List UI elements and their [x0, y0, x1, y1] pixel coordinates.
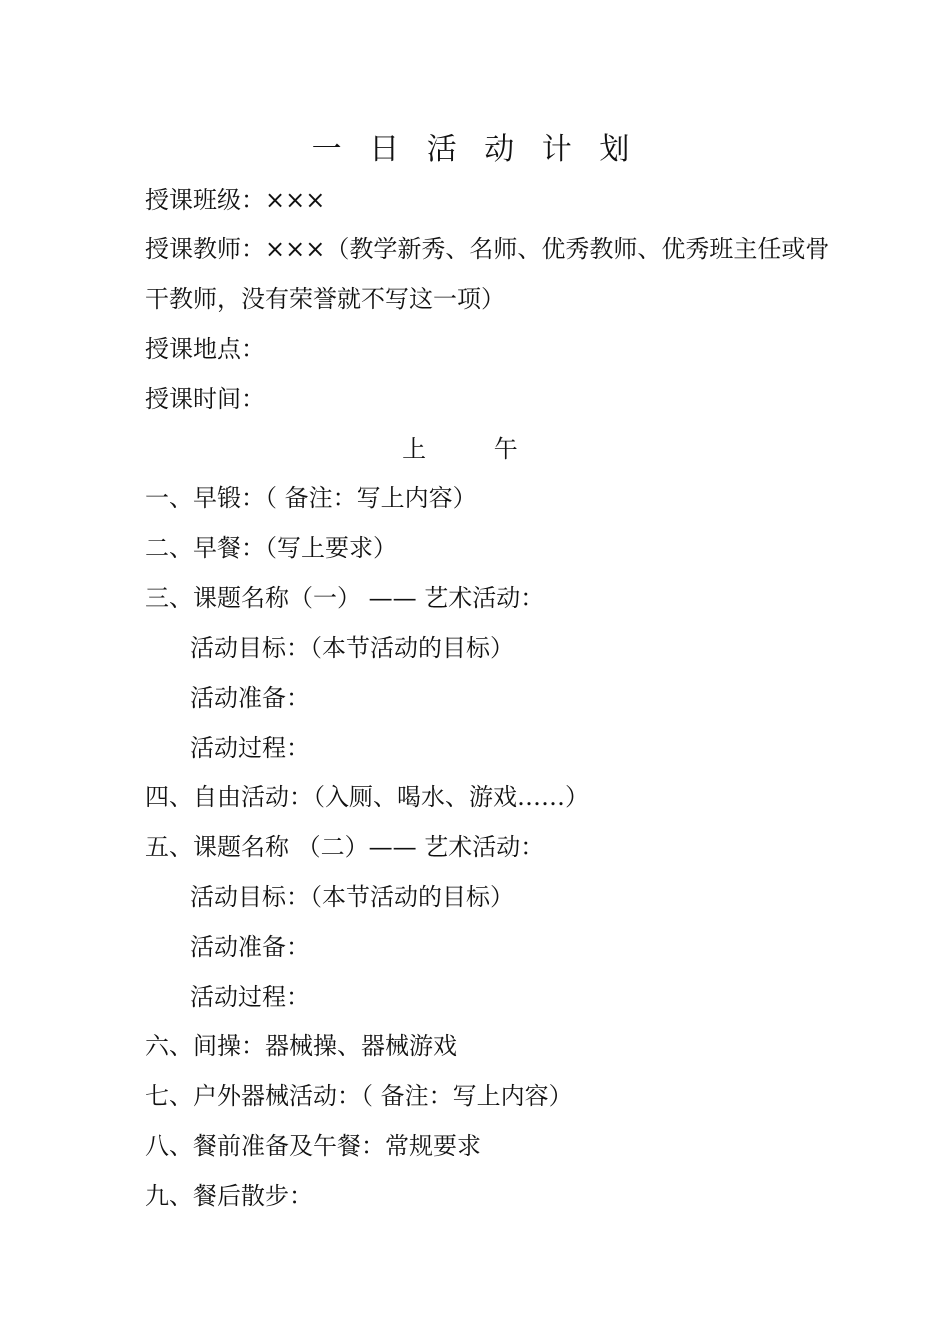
class-info: 授课班级：×××	[145, 186, 326, 214]
list-item: 六、间操：器械操、器械游戏	[145, 1032, 457, 1060]
list-item: 活动过程：	[190, 734, 310, 762]
document-title: 一 日 活 动 计 划	[311, 132, 639, 167]
list-item: 活动目标：（本节活动的目标）	[190, 883, 514, 911]
list-item: 活动目标：（本节活动的目标）	[190, 634, 514, 662]
list-item: 二、早餐：（写上要求）	[145, 534, 397, 562]
time-info: 授课时间：	[145, 385, 265, 413]
teacher-info-line-1: 授课教师：×××（教学新秀、名师、优秀教师、优秀班主任或骨	[145, 235, 830, 263]
list-item: 五、课题名称 （二）—— 艺术活动：	[145, 833, 545, 861]
teacher-info-line-2: 干教师，没有荣誉就不写这一项）	[145, 285, 505, 313]
list-item: 七、户外器械活动：（ 备注：写上内容）	[145, 1082, 573, 1110]
list-item: 一、早锻：（ 备注：写上内容）	[145, 484, 477, 512]
list-item: 九、餐后散步：	[145, 1182, 313, 1210]
list-item: 活动过程：	[190, 983, 310, 1011]
section-morning: 上 午	[402, 435, 548, 463]
list-item: 八、餐前准备及午餐：常规要求	[145, 1132, 481, 1160]
list-item: 活动准备：	[190, 684, 310, 712]
list-item: 活动准备：	[190, 933, 310, 961]
location-info: 授课地点：	[145, 335, 265, 363]
list-item: 三、课题名称（一） —— 艺术活动：	[145, 584, 545, 612]
list-item: 四、自由活动：（入厕、喝水、游戏……）	[145, 783, 589, 811]
